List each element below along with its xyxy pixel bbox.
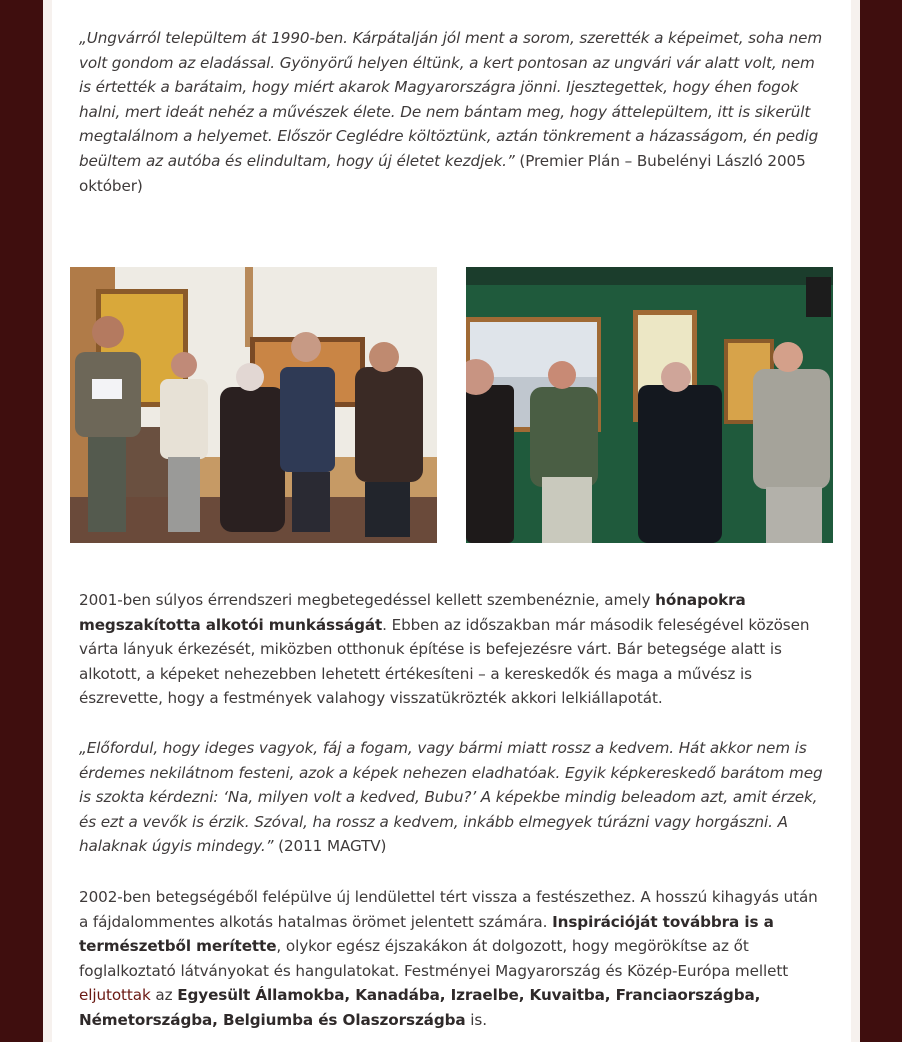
text-segment: . Ebben az időszakban már második feleségével közösen várta lányuk érkezését, miközben otthonuk építése is befejezésre várt. Bár betegsége alatt is alkotott, a képeket nehezebben lehetett értékesíteni – a kereskedők és maga a művész is észrevette, hogy a festmények valahogy visszatükrözték akkori lelkiállapotát. <box>79 615 810 708</box>
paragraph-illness-2001 <box>79 588 827 711</box>
quote-text: „Ungvárról települtem át 1990-ben. Kárpátalján jól ment a sorom, szerették a képeimet, soha nem volt gondom az eladással. Gyönyörű helyen éltünk, a kert pontosan az ungvári vár alatt volt, nem is értették a barátaim, hogy miért akarok Magyarországra jönni. Ijesztegettek, hogy éhen fogok halni, mert ideát nehéz a művészek élete. De nem bántam meg, hogy áttelepültem, itt is sikerült megtalálnom a helyemet. Először Ceglédre költöztünk, aztán tönkrement a házasságom, én pedig beültem az autóba és elindultam, hogy új életet kezdjek.” <box>79 29 823 170</box>
quote-text: „Előfordul, hogy ideges vagyok, fáj a fogam, vagy bármi miatt rossz a kedvem. Hát akkor nem is érdemes nekilátnom festeni, azok a képek nehezen eladhatóak. Egyik képkereskedő barátom meg is szokta kérdezni: ‘Na, milyen volt a kedved, Bubu?’ A képekbe mindig beleadom azt, amit érzek, és ezt a vevők is érzik. Szóval, ha rossz a kedvem, inkább elmegyek túrázni vagy horgászni. A halaknak úgyis mindegy.” <box>79 739 823 856</box>
text-segment: 2001-ben súlyos érrendszeri megbetegedéssel kellett szembenéznie, amely <box>79 591 656 609</box>
quote-paragraph-2 <box>79 736 827 859</box>
quote-source: (Premier Plán – Bubelényi László 2005 október) <box>79 151 806 195</box>
quote-block-2 <box>79 736 827 859</box>
quote-source: (2011 MAGTV) <box>273 837 387 856</box>
paragraph-recovery-2002 <box>79 885 827 1033</box>
text-segment: is. <box>465 1010 487 1029</box>
text-segment: , olykor egész éjszakákon át dolgozott, hogy megörökítse az őt foglalkoztató látványokat és hangulatokat. Festményei Magyarország és Közép-Európa mellett <box>79 937 789 980</box>
bold-emphasis: Inspirációját továbbra is a természetből merítette <box>79 912 774 956</box>
photo-exhibition-opening-2[interactable] <box>466 267 833 543</box>
paragraph-text <box>79 885 827 1033</box>
bold-countries: Egyesült Államokba, Kanadába, Izraelbe, Kuvaitba, Franciaországba, Németországba, Belgiumba és Olaszországba <box>79 986 761 1029</box>
paragraph-text <box>79 588 827 711</box>
text-segment: az <box>150 986 178 1005</box>
photo-exhibition-opening-1[interactable] <box>70 267 437 543</box>
bold-emphasis: hónapokra megszakította alkotói munkásságát <box>79 591 746 634</box>
photo-image <box>466 267 833 543</box>
eljutottak-link[interactable]: eljutottak <box>79 986 151 1005</box>
text-segment: 2002-ben betegségéből felépülve új lendülettel tért vissza a festészethez. A hosszú kihagyás után a fájdalommentes alkotás hatalmas örömet jelentett számára. <box>79 888 818 931</box>
photo-image <box>70 267 437 543</box>
quote-block-1 <box>79 26 827 198</box>
quote-paragraph-1 <box>79 26 827 198</box>
